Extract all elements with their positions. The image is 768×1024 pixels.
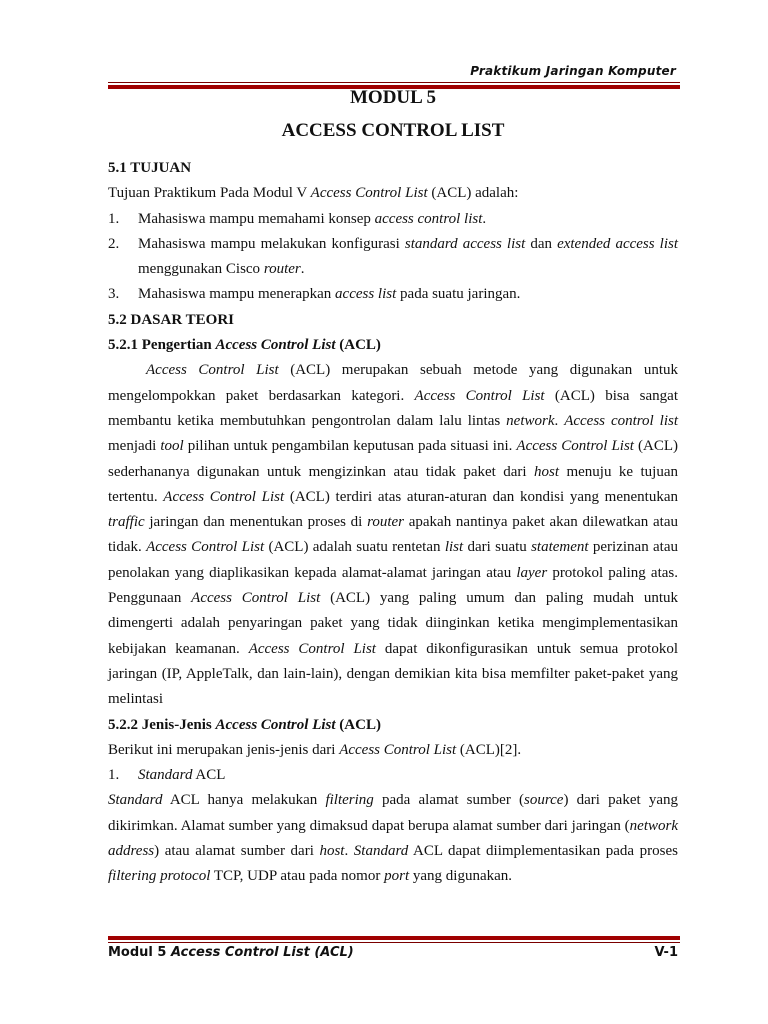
running-footer: Modul 5 Access Control List (ACL): [108, 945, 354, 960]
acl-type-item: 1. Standard ACL: [108, 767, 226, 784]
footer-rule-thin: [108, 942, 680, 943]
footer-rule-thick: [108, 936, 680, 940]
section-heading-5-2: 5.2 DASAR TEORI: [108, 311, 234, 328]
module-number: MODUL 5: [349, 87, 437, 108]
running-header: Praktikum Jaringan Komputer: [470, 64, 676, 78]
acl-definition-paragraph: Access Control List (ACL) merupakan sebuah metode yang digunakan untuk mengelompokkan paket berdasarkan kategori. Access Control List (ACL) bisa sangat membantu ketika membutuhkan pengontrolan dalam lalu lintas network. Access control list menjadi tool pilihan untuk pengambilan keputusan pada situasi ini. Access Control List (ACL) sederhananya digunakan untuk mengizinkan atau tidak paket dari host menuju ke tujuan tertentu. Access Control List (ACL) terdiri atas aturan-aturan dan kondisi yang menentukan traffic jaringan dan menentukan proses di router apakah nantinya paket akan dilewatkan atau tidak. Access Control List (ACL) adalah suatu rentetan list dari suatu statement perizinan atau penolakan yang diaplikasikan kepada alamat-alamat jaringan atau layer protokol paling atas. Penggunaan Access Control List (ACL) yang paling umum dan paling mudah untuk dimengerti adalah penyaringan paket yang tidak diinginkan ketika mengimplementasikan kebijakan keamanan. Access Control List dapat dikonfigurasikan untuk semua protokol jaringan (IP, AppleTalk, dan lain-lain), dengan demikian kita bisa memfilter paket-paket yang melintasi: [108, 362, 679, 708]
page-number: V-1: [654, 945, 678, 960]
objective-item: 3. Mahasiswa mampu menerapkan access list pada suatu jaringan.: [108, 286, 521, 303]
header-rule-thin: [108, 82, 680, 83]
acl-types-intro: Berikut ini merupakan jenis-jenis dari Access Control List (ACL)[2].: [108, 741, 522, 758]
standard-acl-paragraph: Standard ACL hanya melakukan filtering pada alamat sumber (source) dari paket yang dikirimkan. Alamat sumber yang dimaksud dapat berupa alamat sumber dari jaringan (network address) atau alamat sumber dari host. Standard ACL dapat diimplementasikan pada proses filtering protocol TCP, UDP atau pada nomor port yang digunakan.: [108, 792, 678, 885]
subsection-heading-5-2-2: 5.2.2 Jenis-Jenis Access Control List (ACL): [108, 716, 381, 733]
document-body: [108, 156, 678, 890]
objective-item: 1. Mahasiswa mampu memahami konsep access control list.: [108, 210, 487, 227]
module-title: ACCESS CONTROL LIST: [281, 120, 505, 141]
objectives-intro: Tujuan Praktikum Pada Modul V Access Control List (ACL) adalah:: [108, 185, 519, 202]
objective-item: 2. Mahasiswa mampu melakukan konfigurasi standard access list dan extended access list menggunakan Cisco router.: [108, 235, 678, 278]
subsection-heading-5-2-1: 5.2.1 Pengertian Access Control List (ACL): [108, 337, 381, 354]
section-heading-5-1: 5.1 TUJUAN: [108, 160, 192, 176]
